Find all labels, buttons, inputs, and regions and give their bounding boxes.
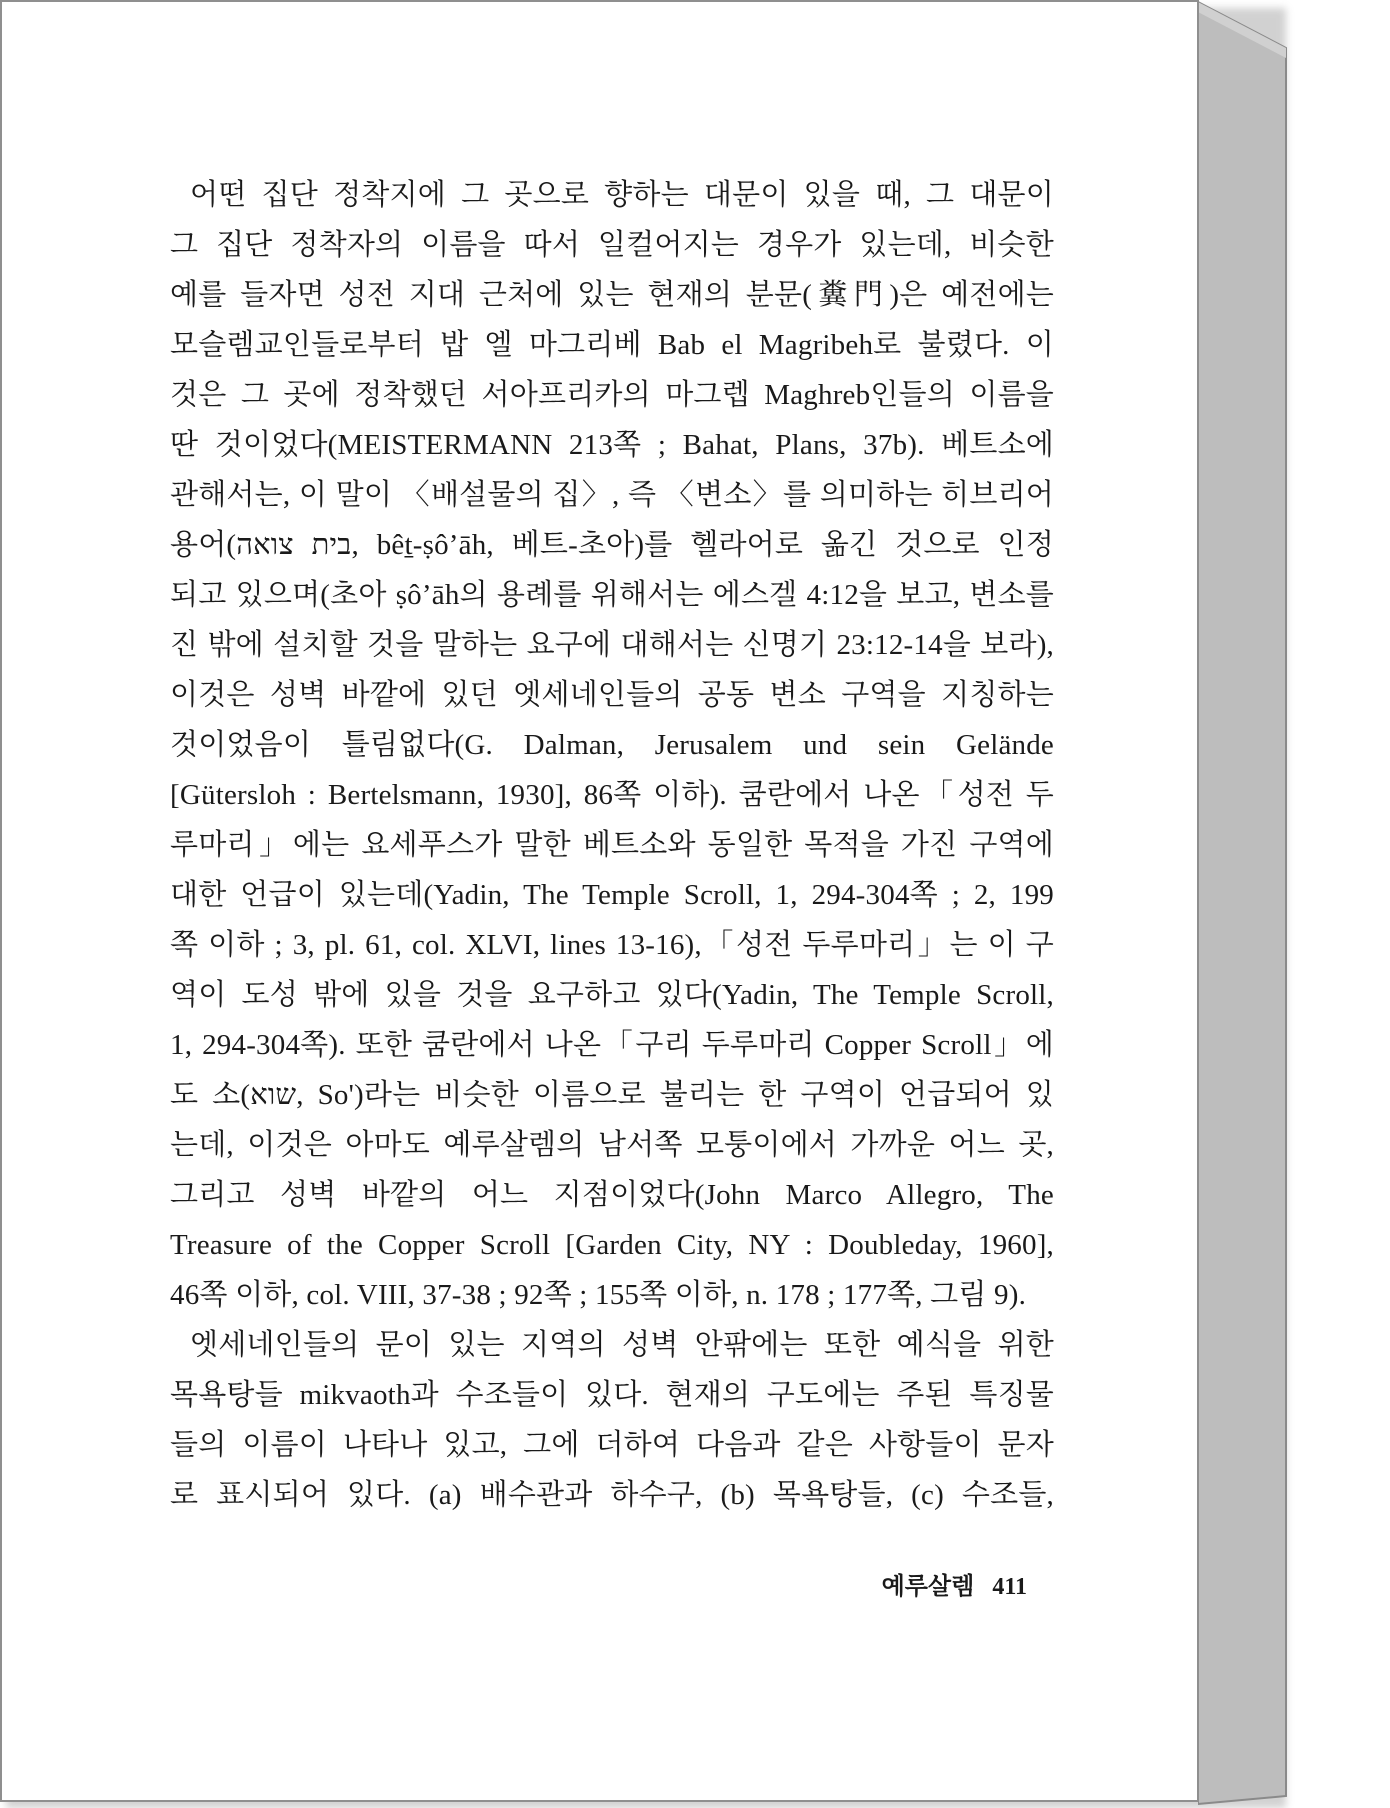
text-line: 이것은 성벽 바깥에 있던 엣세네인들의 공동 변소 구역을 지칭하는 (170, 679, 1054, 711)
text-line: [Gütersloh : Bertelsmann, 1930], 86쪽 이하). 쿰란에서 나온「성전 두 (170, 779, 1054, 811)
text-line: 들의 이름이 나타나 있고, 그에 더하여 다음과 같은 사항들이 문자 (170, 1429, 1054, 1461)
text-line: 모슬렘교인들로부터 밥 엘 마그리베 Bab el Magribeh로 불렸다. 이 (170, 329, 1054, 361)
text-line: 루마리」에는 요세푸스가 말한 베트소와 동일한 목적을 가진 구역에 (170, 829, 1054, 861)
running-title: 예루살렘 (881, 1574, 975, 1600)
text-line: Treasure of the Copper Scroll [Garden City, NY : Doubleday, 1960], (170, 1229, 1054, 1261)
text-line: 그리고 성벽 바깥의 어느 지점이었다(John Marco Allegro, The (170, 1179, 1054, 1211)
text-line: 되고 있으며(초아 ṣôʼāh의 용례를 위해서는 에스겔 4:12을 보고, 변소를 (170, 579, 1054, 611)
text-line: 예를 들자면 성전 지대 근처에 있는 현재의 분문(糞門)은 예전에는 (170, 279, 1054, 311)
text-line: 로 표시되어 있다. (a) 배수관과 하수구, (b) 목욕탕들, (c) 수조들, (170, 1479, 1054, 1511)
page-number: 411 (992, 1574, 1027, 1600)
text-line: 목욕탕들 mikvaoth과 수조들이 있다. 현재의 구도에는 주된 특징물 (170, 1379, 1054, 1411)
text-line: 는데, 이것은 아마도 예루살렘의 남서쪽 모퉁이에서 가까운 어느 곳, (170, 1129, 1054, 1161)
text-line: 엣세네인들의 문이 있는 지역의 성벽 안팎에는 또한 예식을 위한 (190, 1329, 1054, 1361)
text-line: 1, 294-304쪽). 또한 쿰란에서 나온「구리 두루마리 Copper Scroll」에 (170, 1029, 1054, 1061)
text-line: 것이었음이 틀림없다(G. Dalman, Jerusalem und sein Gelände (170, 729, 1054, 761)
text-line: 어떤 집단 정착지에 그 곳으로 향하는 대문이 있을 때, 그 대문이 (190, 179, 1054, 211)
text-line: 역이 도성 밖에 있을 것을 요구하고 있다(Yadin, The Temple Scroll, (170, 979, 1054, 1011)
text-line: 대한 언급이 있는데(Yadin, The Temple Scroll, 1, 294-304쪽 ; 2, 199 (170, 879, 1054, 911)
body-text (170, 170, 1054, 1520)
text-line: 것은 그 곳에 정착했던 서아프리카의 마그렙 Maghreb인들의 이름을 (170, 379, 1054, 411)
text-line: 진 밖에 설치할 것을 말하는 요구에 대해서는 신명기 23:12-14을 보라), (170, 629, 1054, 661)
page-footer (882, 1566, 1027, 1601)
text-line: 딴 것이었다(MEISTERMANN 213쪽 ; Bahat, Plans, 37b). 베트소에 (170, 429, 1054, 461)
text-line: 관해서는, 이 말이 〈배설물의 집〉, 즉 〈변소〉를 의미하는 히브리어 (170, 479, 1054, 511)
book-page-edge (1198, 0, 1294, 1806)
text-line: 그 집단 정착자의 이름을 따서 일컬어지는 경우가 있는데, 비슷한 (170, 229, 1054, 261)
text-line: 쪽 이하 ; 3, pl. 61, col. XLVI, lines 13-16),「성전 두루마리」는 이 구 (170, 929, 1054, 961)
text-line: 용어(בית צואה, bêṯ-ṣôʼāh, 베트-초아)를 헬라어로 옮긴 것으로 인정 (170, 529, 1054, 561)
text-line: 도 소(שוא, So')라는 비슷한 이름으로 불리는 한 구역이 언급되어 있 (170, 1079, 1054, 1111)
text-line: 46쪽 이하, col. VIII, 37-38 ; 92쪽 ; 155쪽 이하, n. 178 ; 177쪽, 그림 9). (170, 1279, 1027, 1311)
